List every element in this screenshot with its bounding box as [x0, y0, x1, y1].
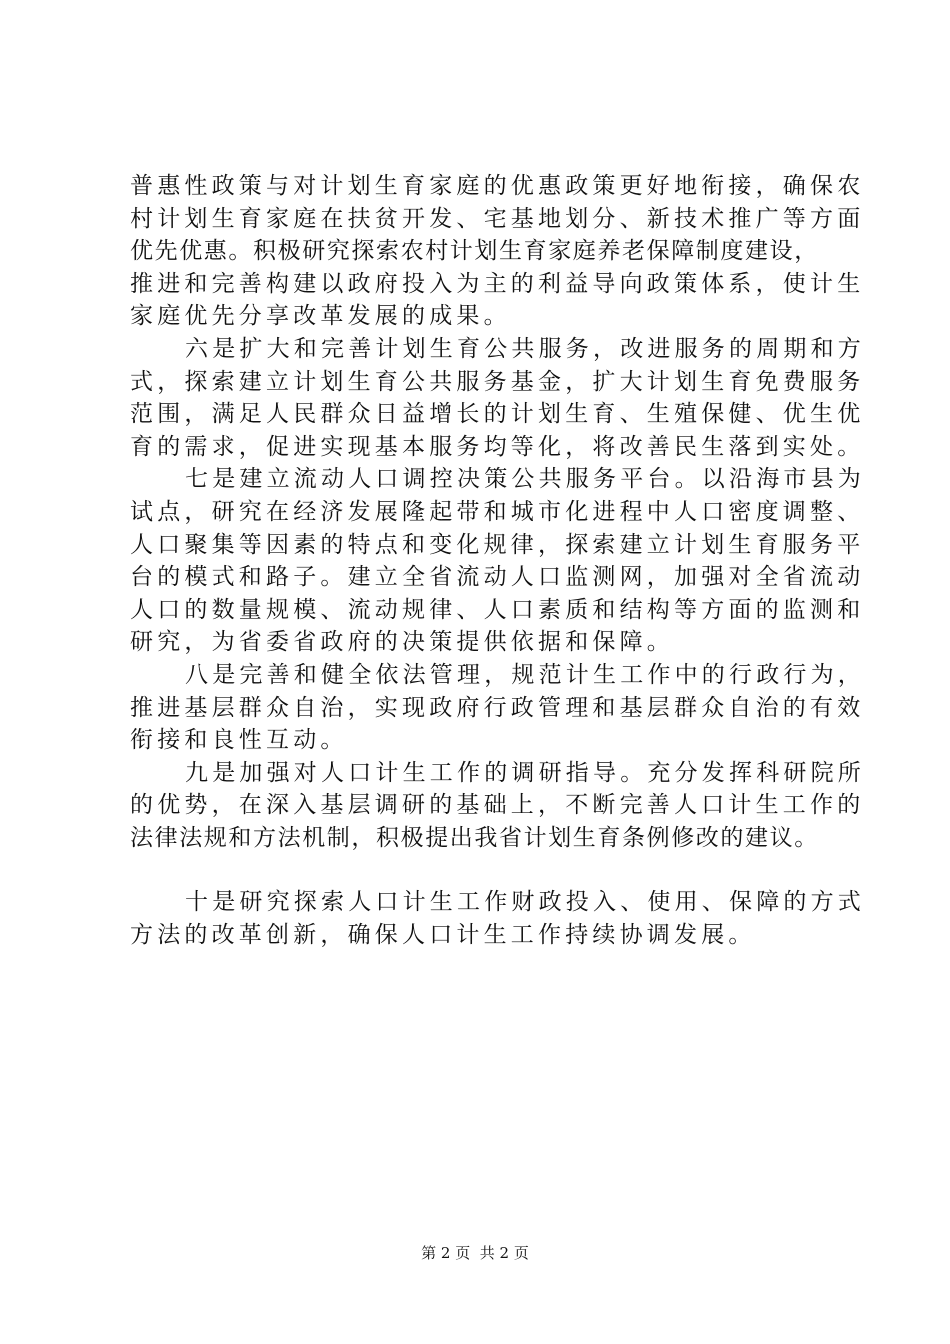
text-line: 推进基层群众自治，实现政府行政管理和基层群众自治的有效	[130, 694, 865, 721]
text-line: 衔接和良性互动。	[130, 727, 348, 754]
text-line: 范围，满足人民群众日益增长的计划生育、生殖保健、优生优	[130, 401, 865, 428]
text-line: 人口的数量规模、流动规律、人口素质和结构等方面的监测和	[130, 596, 865, 623]
page-footer: 第 2 页 共 2 页	[421, 1244, 529, 1262]
paragraph-9-start: 九是加强对人口计生工作的调研指导。充分发挥科研院所	[185, 759, 865, 786]
document-body	[130, 170, 865, 952]
text-line: 研究，为省委省政府的决策提供依据和保障。	[130, 629, 674, 656]
text-line: 的优势，在深入基层调研的基础上，不断完善人口计生工作的	[130, 792, 865, 819]
paragraph-7-start: 七是建立流动人口调控决策公共服务平台。以沿海市县为	[185, 466, 865, 493]
text-line: 推进和完善构建以政府投入为主的利益导向政策体系，使计生	[130, 270, 865, 297]
text-line: 式，探索建立计划生育公共服务基金，扩大计划生育免费服务	[130, 368, 865, 395]
text-line: 方法的改革创新，确保人口计生工作持续协调发展。	[130, 922, 756, 949]
text-line: 试点，研究在经济发展隆起带和城市化进程中人口密度调整、	[130, 498, 865, 525]
text-line: 人口聚集等因素的特点和变化规律，探索建立计划生育服务平	[130, 531, 865, 558]
paragraph-6-start: 六是扩大和完善计划生育公共服务，改进服务的周期和方	[185, 335, 865, 362]
paragraph-8-start: 八是完善和健全依法管理，规范计生工作中的行政行为，	[185, 661, 865, 688]
paragraph-10-start: 十是研究探索人口计生工作财政投入、使用、保障的方式	[185, 889, 865, 916]
text-line: 台的模式和路子。建立全省流动人口监测网，加强对全省流动	[130, 564, 865, 591]
text-line: 育的需求，促进实现基本服务均等化，将改善民生落到实处。	[130, 433, 865, 460]
text-line: 普惠性政策与对计划生育家庭的优惠政策更好地衔接，确保农	[130, 173, 865, 199]
text-line: 法律法规和方法机制，积极提出我省计划生育条例修改的建议。	[130, 824, 819, 851]
paragraph-gap	[130, 854, 830, 886]
text-line: 家庭优先分享改革发展的成果。	[130, 303, 511, 330]
text-line: 优先优惠。积极研究探索农村计划生育家庭养老保障制度建设，	[130, 238, 819, 265]
text-line: 村计划生育家庭在扶贫开发、宅基地划分、新技术推广等方面	[130, 205, 865, 232]
